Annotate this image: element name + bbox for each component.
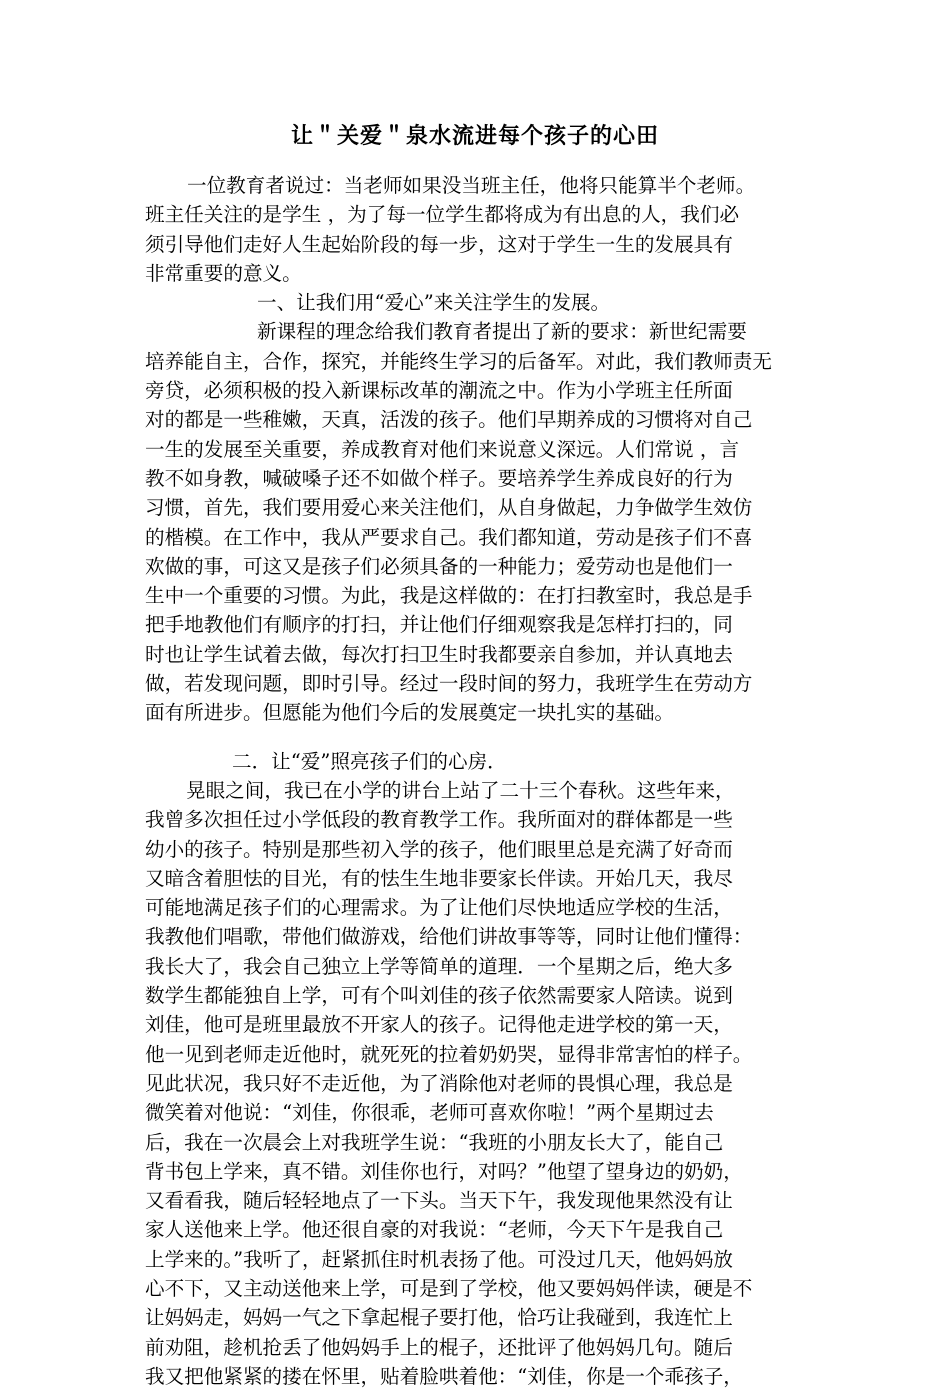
text-line: 新课程的理念给我们教育者提出了新的要求：新世纪需要 — [257, 320, 747, 344]
text-line: 后，我在一次晨会上对我班学生说：“我班的小朋友长大了，能自己 — [145, 1130, 724, 1154]
text-line: 心不下，又主动送他来上学，可是到了学校，他又要妈妈伴读，硬是不 — [145, 1276, 753, 1300]
text-line: 家人送他来上学。他还很自豪的对我说：“老师，今天下午是我自己 — [145, 1218, 724, 1242]
text-line: 旁贷，必须积极的投入新课标改革的潮流之中。作为小学班主任所面 — [145, 379, 733, 403]
text-line: 让妈妈走，妈妈一气之下拿起棍子要打他，恰巧让我碰到，我连忙上 — [145, 1306, 733, 1330]
text-line: 见此状况，我只好不走近他，为了消除他对老师的畏惧心理，我总是 — [145, 1071, 733, 1095]
section-2 — [145, 747, 830, 1391]
text-line: 欢做的事，可这又是孩子们必须具备的一种能力；爱劳动也是他们一 — [145, 554, 733, 578]
text-line: 背书包上学来，真不错。刘佳你也行，对吗？”他望了望身边的奶奶， — [145, 1159, 743, 1183]
text-line: 教不如身教，喊破嗓子还不如做个样子。要培养学生养成良好的行为 — [145, 466, 733, 490]
text-line: 我曾多次担任过小学低段的教育教学工作。我所面对的群体都是一些 — [145, 808, 733, 832]
text-line: 对的都是一些稚嫩，天真，活泼的孩子。他们早期养成的习惯将对自己 — [145, 408, 753, 432]
section-1 — [145, 288, 830, 727]
text-line: 非常重要的意义。 — [145, 261, 302, 285]
text-line: 做，若发现问题，即时引导。经过一段时间的努力，我班学生在劳动方 — [145, 672, 753, 696]
text-line: 幼小的孩子。特别是那些初入学的孩子，他们眼里总是充满了好奇而 — [145, 837, 733, 861]
text-line: 他一见到老师走近他时，就死死的拉着奶奶哭，显得非常害怕的样子。 — [145, 1042, 753, 1066]
document-body — [145, 171, 830, 1391]
text-line: 又看看我，随后轻轻地点了一下头。当天下午，我发现他果然没有让 — [145, 1189, 733, 1213]
text-line: 可能地满足孩子们的心理需求。为了让他们尽快地适应学校的生活， — [145, 896, 733, 920]
text-line: 的楷模。在工作中，我从严要求自己。我们都知道，劳动是孩子们不喜 — [145, 525, 753, 549]
text-line: 我教他们唱歌，带他们做游戏，给他们讲故事等等，同时让他们懂得： — [145, 925, 753, 949]
text-line: 时也让学生试着去做，每次打扫卫生时我都要亲自参加，并认真地去 — [145, 642, 733, 666]
text-line: 我长大了，我会自己独立上学等简单的道理．一个星期之后，绝大多 — [145, 954, 733, 978]
text-line: 前劝阻，趁机抢丢了他妈妈手上的棍子，还批评了他妈妈几句。随后 — [145, 1335, 733, 1359]
section-1-heading: 一、让我们用“爱心”来关注学生的发展。 — [257, 291, 611, 315]
text-line: 习惯，首先，我们要用爱心来关注他们，从自身做起，力争做学生效仿 — [145, 496, 753, 520]
intro-paragraph — [145, 171, 830, 288]
text-line: 须引导他们走好人生起始阶段的每一步，这对于学生一生的发展具有 — [145, 232, 733, 256]
text-line: 生中一个重要的习惯。为此，我是这样做的：在打扫教室时，我总是手 — [145, 584, 753, 608]
text-line: 班主任关注的是学生 ，为了每一位学生都将成为有出息的人，我们必 — [145, 203, 740, 227]
section-2-heading: 二．让“爱”照亮孩子们的心房． — [232, 749, 507, 773]
text-line: 晃眼之间，我已在小学的讲台上站了二十三个春秋。这些年来， — [186, 778, 735, 802]
text-line: 又暗含着胆怯的目光，有的怯生生地非要家长伴读。开始几天，我尽 — [145, 866, 733, 890]
text-line: 培养能自主，合作，探究，并能终生学习的后备军。对此，我们教师责无 — [145, 349, 772, 373]
paragraph-gap — [145, 728, 830, 747]
text-line: 数学生都能独自上学，可有个叫刘佳的孩子依然需要家人陪读。说到 — [145, 984, 733, 1008]
text-line: 一位教育者说过：当老师如果没当班主任，他将只能算半个老师。 — [187, 174, 756, 197]
text-line: 上学来的。”我听了，赶紧抓住时机表扬了他。可没过几天，他妈妈放 — [145, 1247, 734, 1271]
text-line: 我又把他紧紧的搂在怀里，贴着脸哄着他：“刘佳，你是一个乖孩子， — [145, 1364, 743, 1388]
text-line: 面有所进步。但愿能为他们今后的发展奠定一块扎实的基础。 — [145, 701, 675, 725]
document-title: 让＂关爱＂泉水流进每个孩子的心田 — [290, 124, 659, 149]
text-line: 把手地教他们有顺序的打扫，并让他们仔细观察我是怎样打扫的，同 — [145, 613, 733, 637]
text-line: 一生的发展至关重要，养成教育对他们来说意义深远。人们常说 ，言 — [145, 437, 740, 461]
text-line: 刘佳，他可是班里最放不开家人的孩子。记得他走进学校的第一天， — [145, 1013, 733, 1037]
text-line: 微笑着对他说：“刘佳，你很乖，老师可喜欢你啦！”两个星期过去 — [145, 1101, 714, 1125]
